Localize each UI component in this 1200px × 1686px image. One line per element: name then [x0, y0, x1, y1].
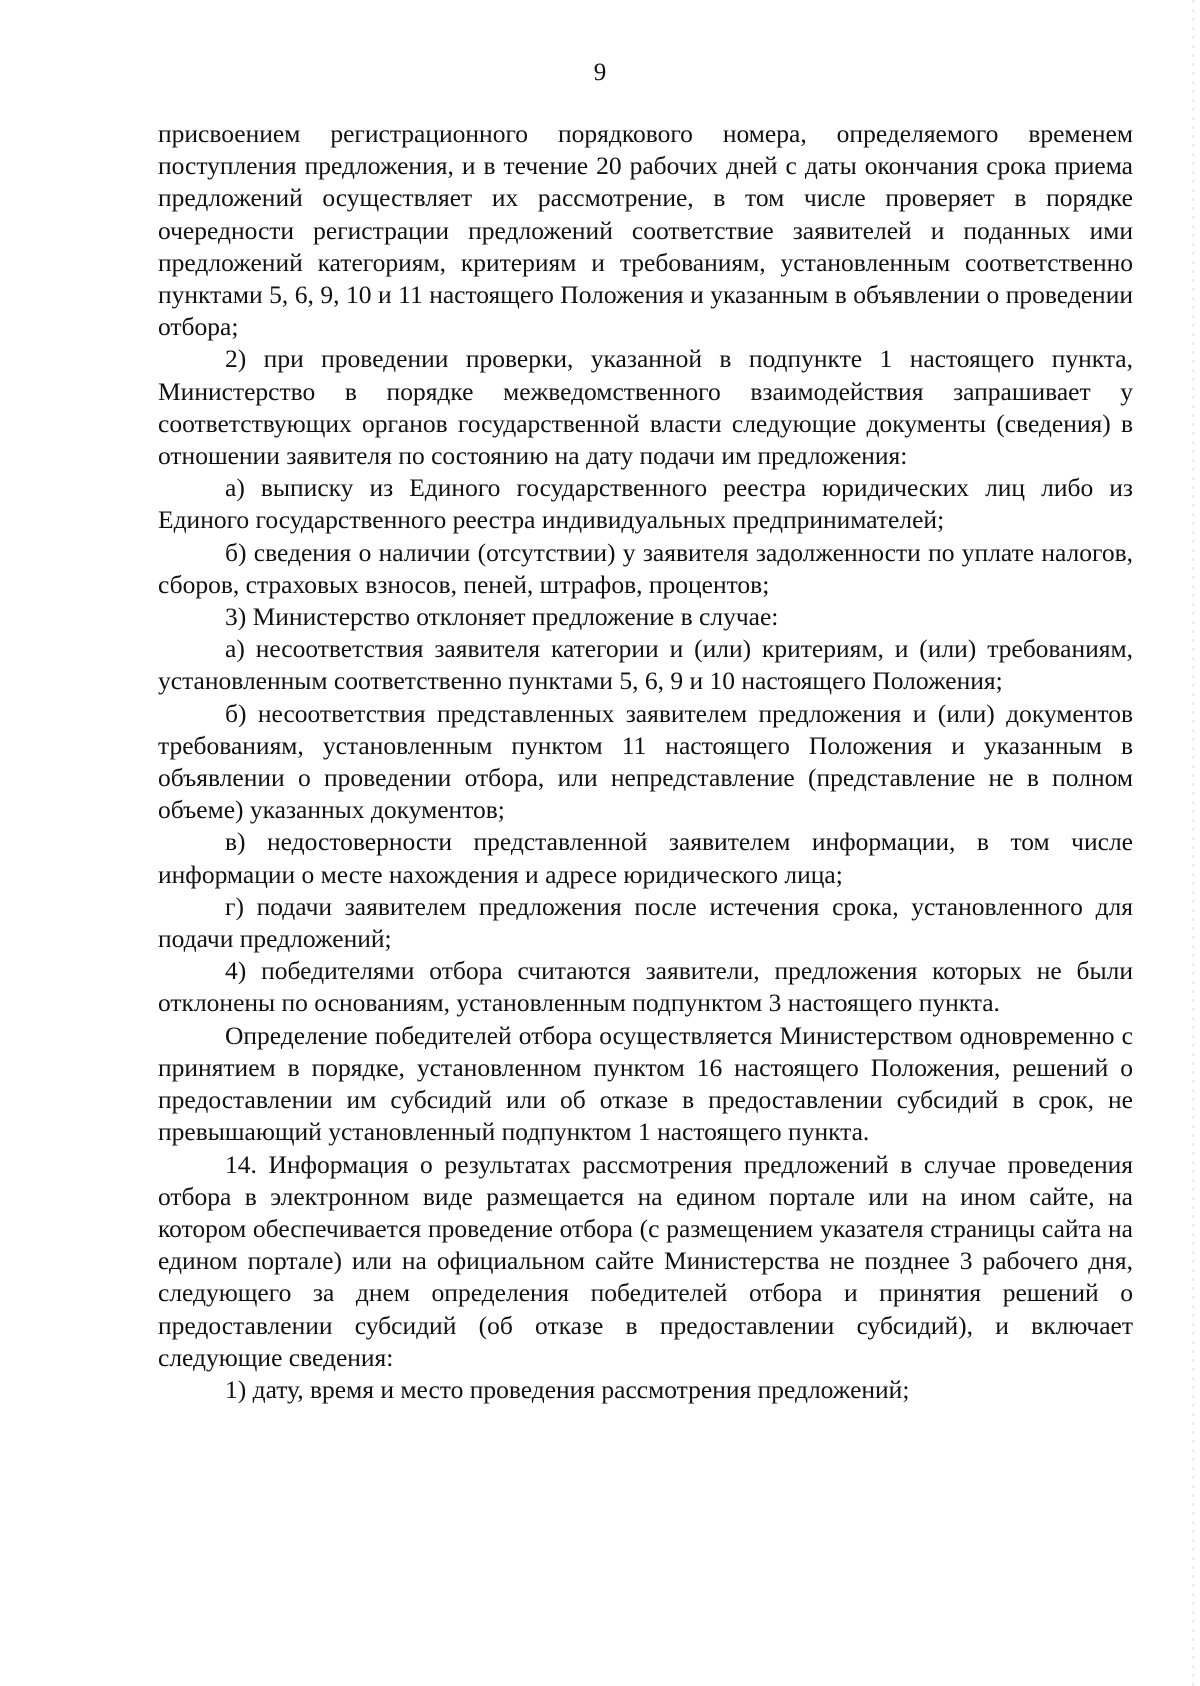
paragraph: 3) Министерство отклоняет предложение в случае:: [225, 602, 779, 632]
paragraph: б) сведения о наличии (отсутствии) у заявителя задолженности по уплате налогов, сборов, страховых взносов, пеней, штрафов, процентов;: [158, 537, 1133, 599]
paragraph: Определение победителей отбора осуществляется Министерством одновременно с принятием в порядке, установленном пунктом 16 настоящего Положения, решений о предоставлении им субсидий или об отказе в предоставлении субсидий в срок, не превышающий установленный подпунктом 1 настоящего пункта.: [158, 1020, 1133, 1147]
page-number: 9: [593, 59, 607, 86]
document-body: [158, 118, 1133, 1406]
paragraph: б) несоответствия представленных заявителем предложения и (или) документов требованиям, установленным пунктом 11 настоящего Положения и указанным в объявлении о проведении отбора, или непредставление (представление не в полном объеме) указанных документов;: [158, 698, 1133, 825]
paragraph: 14. Информация о результатах рассмотрения предложений в случае проведения отбора в электронном виде размещается на едином портале или на ином сайте, на котором обеспечивается проведение отбора (с размещением указателя страницы сайта на едином портале) или на официальном сайте Министерства не позднее 3 рабочего дня, следующего за днем определения победителей отбора и принятия решений о предоставлении субсидий (об отказе в предоставлении субсидий), и включает следующие сведения:: [158, 1149, 1133, 1372]
paragraph: 2) при проведении проверки, указанной в подпункте 1 настоящего пункта, Министерство в порядке межведомственного взаимодействия запрашивает у соответствующих органов государственной власти следующие документы (сведения) в отношении заявителя по состоянию на дату подачи им предложения:: [158, 344, 1133, 471]
paragraph: 1) дату, время и место проведения рассмотрения предложений;: [225, 1374, 910, 1404]
paragraph: а) выписку из Единого государственного реестра юридических лиц либо из Единого государственного реестра индивидуальных предпринимателей;: [158, 473, 1133, 535]
paragraph: присвоением регистрационного порядкового номера, определяемого временем поступления предложения, и в течение 20 рабочих дней с даты окончания срока приема предложений осуществляет их рассмотрение, в том числе проверяет в порядке очередности регистрации предложений соответствие заявителей и поданных ими предложений категориям, критериям и требованиям, установленным соответственно пунктами 5, 6, 9, 10 и 11 настоящего Положения и указанным в объявлении о проведении отбора;: [158, 119, 1133, 342]
paragraph: в) недостоверности представленной заявителем информации, в том числе информации о месте нахождения и адресе юридического лица;: [158, 827, 1133, 889]
paragraph: г) подачи заявителем предложения после истечения срока, установленного для подачи предложений;: [158, 891, 1133, 954]
scan-edge-mark: [1192, 0, 1194, 1686]
paragraph: 4) победителями отбора считаются заявители, предложения которых не были отклонены по основаниям, установленным подпунктом 3 настоящего пункта.: [158, 956, 1133, 1018]
paragraph: а) несоответствия заявителя категории и (или) критериям, и (или) требованиям, установленным соответственно пунктами 5, 6, 9 и 10 настоящего Положения;: [158, 634, 1133, 696]
